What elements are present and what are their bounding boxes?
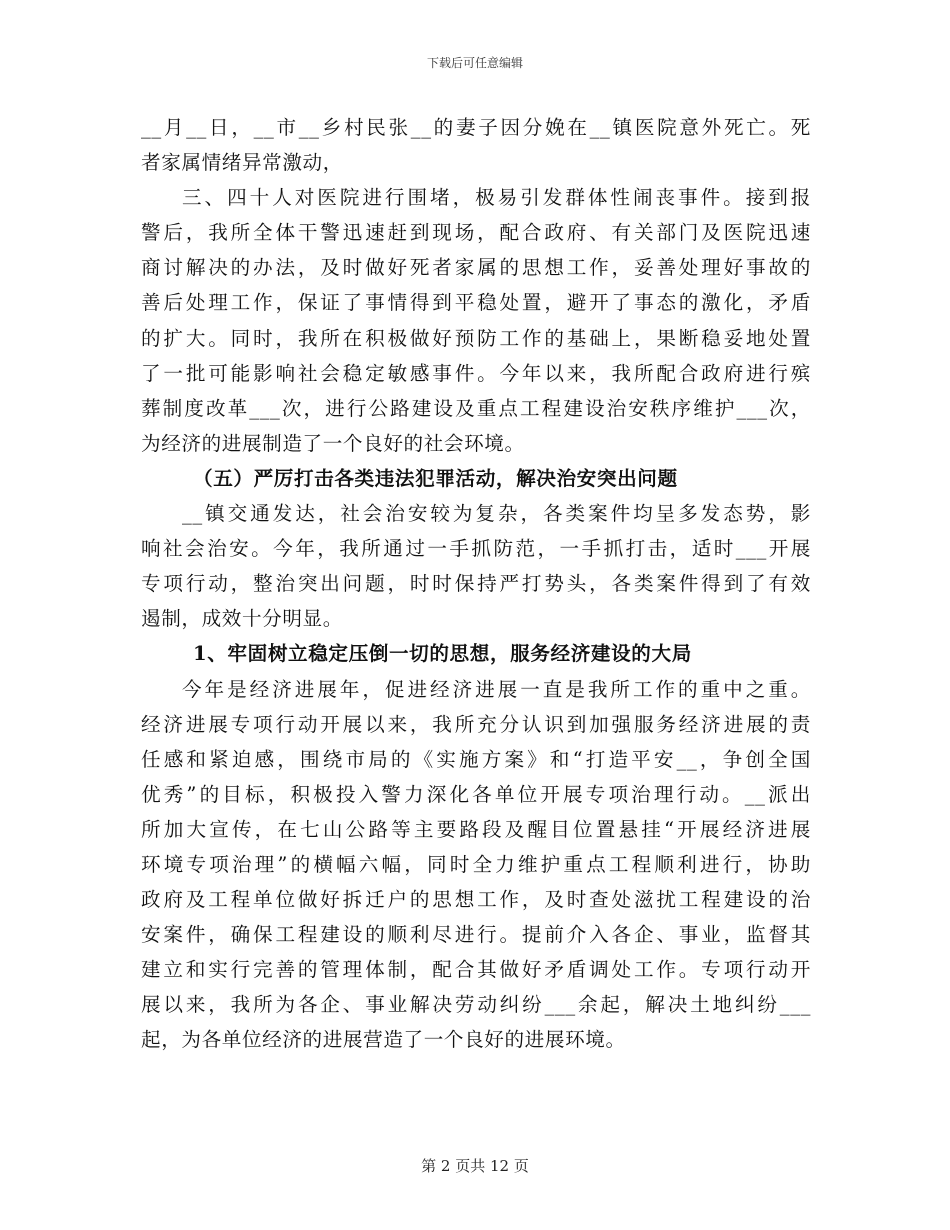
page-footer: 第 2 页共 12 页 [421, 1157, 529, 1175]
text-line: 了一批可能影响社会稳定敏感事件。今年以来，我所配合政府进行殡 [141, 361, 811, 385]
text-line: 任感和紧迫感，围绕市局的《实施方案》和“打造平安__，争创全国 [141, 747, 811, 771]
text-line: 优秀”的目标，积极投入警力深化各单位开展专项治理行动。__派出 [141, 782, 811, 806]
text-line: 葬制度改革___次，进行公路建设及重点工程建设治安秩序维护___次， [141, 396, 811, 420]
text-line: 安案件，确保工程建设的顺利尽进行。提前介入各企、事业，监督其 [141, 923, 811, 947]
text-line: 所加大宣传，在七山公路等主要路段及醒目位置悬挂“开展经济进展 [141, 817, 811, 841]
section-heading: 1、牢固树立稳定压倒一切的思想，服务经济建设的大局 [193, 642, 692, 666]
text-line: 遏制，成效十分明显。 [141, 607, 343, 631]
text-line: 建立和实行完善的管理体制，配合其做好矛盾调处工作。专项行动开 [141, 958, 811, 982]
text-line: 善后处理工作，保证了事情得到平稳处置，避开了事态的激化，矛盾 [141, 291, 811, 315]
text-line: 专项行动，整治突出问题，时时保持严打势头，各类案件得到了有效 [141, 572, 811, 596]
text-line: 响社会治安。今年，我所通过一手抓防范，一手抓打击，适时___开展 [141, 537, 811, 561]
text-line: 者家属情绪异常激动， [141, 151, 343, 175]
text-line: 为经济的进展制造了一个良好的社会环境。 [141, 431, 525, 455]
document-body [141, 110, 811, 1058]
text-line: 商讨解决的办法，及时做好死者家属的思想工作，妥善处理好事故的 [141, 256, 811, 280]
text-line: 警后，我所全体干警迅速赶到现场，配合政府、有关部门及医院迅速 [141, 221, 811, 245]
text-line: 政府及工程单位做好拆迁户的思想工作，及时查处滋扰工程建设的治 [141, 888, 811, 912]
text-line: 展以来，我所为各企、事业解决劳动纠纷___余起，解决土地纠纷___ [141, 993, 811, 1017]
text-line: 今年是经济进展年，促进经济进展一直是我所工作的重中之重。 [182, 677, 811, 701]
text-line: __镇交通发达，社会治安较为复杂，各类案件均呈多发态势，影 [182, 502, 811, 526]
text-line: __月__日，__市__乡村民张__的妻子因分娩在__镇医院意外死亡。死 [141, 116, 811, 139]
text-line: 环境专项治理”的横幅六幅，同时全力维护重点工程顺利进行，协助 [141, 852, 811, 876]
text-line: 经济进展专项行动开展以来，我所充分认识到加强服务经济进展的责 [141, 712, 811, 736]
text-line: 的扩大。同时，我所在积极做好预防工作的基础上，果断稳妥地处置 [141, 326, 811, 350]
text-line: 三、四十人对医院进行围堵，极易引发群体性闹丧事件。接到报 [182, 186, 811, 210]
section-heading: （五）严厉打击各类违法犯罪活动，解决治安突出问题 [193, 466, 678, 490]
text-line: 起，为各单位经济的进展营造了一个良好的进展环境。 [141, 1028, 626, 1052]
page-header: 下载后可任意编辑 [426, 56, 523, 70]
